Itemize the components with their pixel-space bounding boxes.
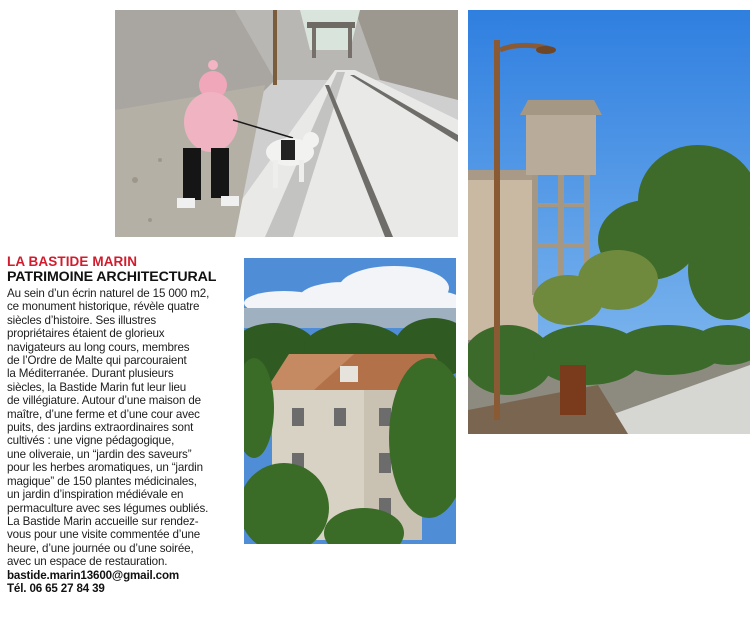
body-line: Au sein d’un écrin naturel de 15 000 m2, (7, 287, 210, 300)
body-line: un jardin d’inspiration médiévale en (7, 488, 184, 502)
contact-phone[interactable]: Tél. 06 65 27 84 39 (7, 581, 105, 595)
contact-email[interactable]: bastide.marin13600@gmail.com (7, 568, 180, 582)
body-line: siècles d’histoire. Ses illustres (7, 313, 157, 327)
body-line: cultivés : une vigne pédagogique, (7, 434, 175, 448)
body-line: permaculture avec ses légumes oubliés. (7, 501, 209, 515)
body-line: de l’Ordre de Malte qui parcouraient (7, 354, 187, 368)
body-line: navigateurs au long cours, membres (7, 340, 190, 354)
body-line: ce monument historique, révèle quatre (7, 300, 200, 314)
body-line: avec un espace de restauration. (7, 555, 168, 569)
body-line: heure, d’une journée ou d’une soirée, (7, 541, 194, 555)
body-line: une oliveraie, un “jardin des saveurs” (7, 447, 192, 461)
body-line: siècles, la Bastide Marin fut leur lieu (7, 380, 187, 394)
photo-bastide-house (244, 258, 456, 544)
article-headline: PATRIMOINE ARCHITECTURAL (7, 269, 217, 285)
article (7, 254, 239, 595)
body-line: la Méditerranée. Durant plusieurs (7, 367, 174, 381)
body-line: La Bastide Marin accueille sur rendez- (7, 514, 199, 528)
bastide-house-illustration (244, 258, 456, 544)
body-line: puits, des jardins extraordinaires sont (7, 421, 194, 435)
body-line: pour les herbes aromatiques, un “jardin (7, 461, 203, 475)
photo-child-with-dog (115, 10, 458, 237)
article-body (7, 287, 239, 569)
body-line: propriétaires étaient de glorieux (7, 327, 165, 341)
body-line: vous pour une visite commentée d’une (7, 528, 201, 542)
water-tower-illustration (468, 10, 750, 434)
body-line: de villégiature. Autour d’une maison de (7, 394, 201, 408)
photo-water-tower (468, 10, 750, 434)
child-dog-illustration (115, 10, 458, 237)
body-line: maître, d’une ferme et d’une cour avec (7, 407, 200, 421)
article-kicker: LA BASTIDE MARIN (7, 254, 138, 269)
body-line: magique” de 150 plantes médicinales, (7, 474, 197, 488)
